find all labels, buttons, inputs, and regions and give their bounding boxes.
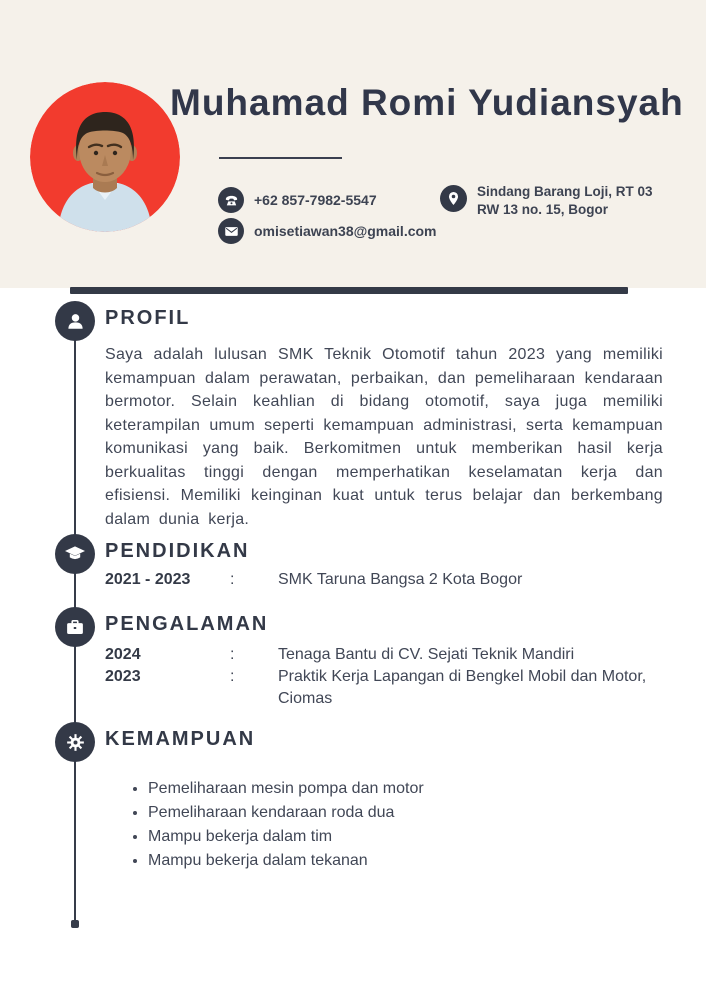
- pengalaman-entries: [105, 644, 678, 710]
- map-pin-icon: [440, 185, 467, 212]
- email-address: omisetiawan38@gmail.com: [254, 223, 437, 239]
- envelope-icon: [218, 218, 244, 244]
- timeline-end-dot: [71, 920, 79, 928]
- section-title-kemampuan: KEMAMPUAN: [105, 728, 256, 750]
- colon-separator: :: [230, 571, 235, 588]
- skill-item: • Mampu bekerja dalam tekanan: [148, 852, 424, 869]
- name-underline: [219, 157, 342, 159]
- education-entry: [105, 569, 678, 591]
- avatar: [30, 82, 180, 232]
- colon-separator: :: [230, 668, 235, 685]
- skill-list: [130, 780, 424, 876]
- header: [0, 0, 706, 288]
- person-icon: [55, 301, 95, 341]
- experience-entry: [105, 644, 678, 666]
- graduation-cap-icon: [55, 534, 95, 574]
- skill-item: • Mampu bekerja dalam tim: [148, 828, 424, 845]
- skill-item: • Pemeliharaan kendaraan roda dua: [148, 804, 424, 821]
- education-detail: SMK Taruna Bangsa 2 Kota Bogor: [278, 571, 523, 588]
- contact-block-left: [218, 187, 437, 249]
- section-title-pengalaman: PENGALAMAN: [105, 613, 269, 635]
- experience-period: 2024: [105, 646, 141, 663]
- address-line-1: Sindang Barang Loji, RT 03: [477, 184, 653, 199]
- header-separator-bar: [70, 287, 628, 294]
- telephone-icon: [218, 187, 244, 213]
- email-row: [218, 218, 437, 244]
- section-title-profil: PROFIL: [105, 307, 191, 329]
- phone-row: [218, 187, 437, 213]
- contact-block-right: [440, 183, 653, 219]
- phone-number: +62 857-7982-5547: [254, 192, 377, 208]
- profil-body-text: Saya adalah lulusan SMK Teknik Otomotif tahun 2023 yang memiliki kemampuan dalam perawatan, perbaikan, dan pemeliharaan kendaraan bermotor. Selain keahlian di bidang otomotif, saya juga memiliki keterampilan umum seperti kemampuan administrasi, serta kemampuan komunikasi yang baik. Berkomitmen untuk memberikan hasil kerja berkualitas tinggi dengan memperhatikan keselamatan kerja dan efisiensi. Memiliki keinginan kuat untuk terus belajar dan berkembang dalam dunia kerja.: [105, 346, 663, 528]
- briefcase-icon: [55, 607, 95, 647]
- pendidikan-entries: [105, 569, 678, 591]
- profile-photo: [30, 82, 180, 232]
- section-title-pendidikan: PENDIDIKAN: [105, 540, 250, 562]
- skill-item: • Pemeliharaan mesin pompa dan motor: [148, 780, 424, 797]
- experience-detail: Tenaga Bantu di CV. Sejati Teknik Mandiri: [278, 646, 575, 663]
- colon-separator: :: [230, 646, 235, 663]
- experience-period: 2023: [105, 668, 141, 685]
- person-name: Muhamad Romi Yudiansyah: [170, 82, 684, 123]
- gear-icon: [55, 722, 95, 762]
- experience-entry: [105, 666, 678, 710]
- address: [477, 183, 653, 219]
- address-line-2: RW 13 no. 15, Bogor: [477, 202, 609, 217]
- experience-detail: Praktik Kerja Lapangan di Bengkel Mobil dan Motor, Ciomas: [278, 668, 647, 707]
- education-period: 2021 - 2023: [105, 571, 191, 588]
